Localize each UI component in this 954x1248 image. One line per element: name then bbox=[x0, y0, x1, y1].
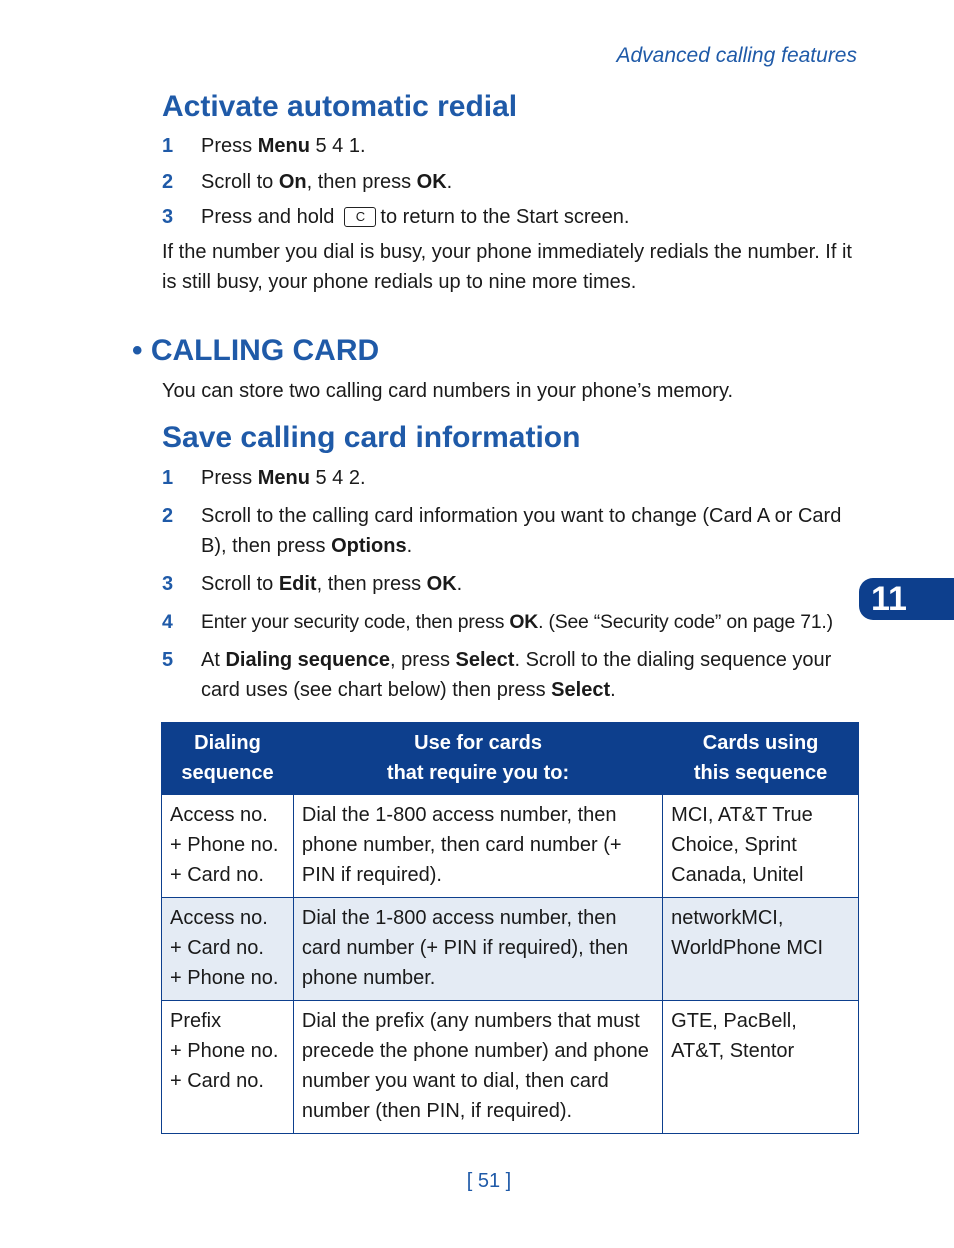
usage-cell: Dial the 1-800 access number, then phone number, then card number (+ PIN if required). bbox=[293, 795, 662, 898]
sequence-cell: Access no. + Card no. + Phone no. bbox=[162, 898, 294, 1001]
step-text: . bbox=[456, 573, 463, 595]
option-keyword: On bbox=[278, 171, 307, 193]
menu-keyword: Menu bbox=[257, 135, 310, 157]
step-number: 3 bbox=[162, 206, 174, 228]
step-text: Press bbox=[201, 467, 258, 489]
table-row bbox=[162, 1001, 859, 1134]
save-step-3 bbox=[162, 569, 858, 599]
clear-key-icon: C bbox=[344, 207, 376, 227]
step-text: . bbox=[446, 171, 453, 193]
column-header-dialing-sequence: Dialing sequence bbox=[162, 723, 294, 795]
redial-step-3 bbox=[162, 202, 858, 232]
sequence-cell: Prefix + Phone no. + Card no. bbox=[162, 1001, 294, 1134]
step-text: . Scroll to the dialing sequence your card uses (see chart below) then press bbox=[201, 649, 832, 701]
step-text: Enter your security code, then press bbox=[201, 611, 510, 633]
save-step-4 bbox=[162, 607, 858, 637]
running-header: Advanced calling features bbox=[616, 44, 857, 67]
step-number: 2 bbox=[162, 505, 174, 527]
dialing-sequence-keyword: Dialing sequence bbox=[225, 649, 390, 671]
table-row bbox=[162, 898, 859, 1001]
step-text: , then press bbox=[316, 573, 427, 595]
table-row bbox=[162, 795, 859, 898]
cards-cell: networkMCI, WorldPhone MCI bbox=[663, 898, 859, 1001]
heading-save-card-info: Save calling card information bbox=[162, 421, 581, 454]
sequence-cell: Access no. + Phone no. + Card no. bbox=[162, 795, 294, 898]
step-text: 5 4 2. bbox=[309, 467, 366, 489]
step-text: , press bbox=[389, 649, 456, 671]
ok-keyword: OK bbox=[509, 611, 539, 633]
chapter-tab: 11 bbox=[859, 578, 954, 620]
step-text: At bbox=[201, 649, 226, 671]
step-text: , then press bbox=[306, 171, 417, 193]
step-number: 1 bbox=[162, 135, 174, 157]
menu-keyword: Menu bbox=[257, 467, 310, 489]
step-text: Press and hold bbox=[201, 206, 335, 228]
step-text: to return to the Start screen. bbox=[380, 206, 630, 228]
column-header-use-for-cards: Use for cards that require you to: bbox=[293, 723, 662, 795]
step-number: 5 bbox=[162, 649, 174, 671]
step-number: 4 bbox=[162, 611, 173, 633]
table-header-row bbox=[162, 723, 859, 795]
ok-keyword: OK bbox=[426, 573, 457, 595]
dialing-sequence-table bbox=[161, 722, 859, 1134]
redial-step-1 bbox=[162, 131, 858, 161]
page-number: [ 51 ] bbox=[466, 1170, 512, 1192]
step-text: Scroll to the calling card information you want to change (Card A or Card B), then press bbox=[201, 505, 842, 557]
step-text: Scroll to bbox=[201, 171, 279, 193]
ok-keyword: OK bbox=[416, 171, 447, 193]
cards-cell: MCI, AT&T True Choice, Sprint Canada, Unitel bbox=[663, 795, 859, 898]
step-text: Scroll to bbox=[201, 573, 279, 595]
heading-calling-card: • CALLING CARD bbox=[132, 334, 380, 367]
save-step-5 bbox=[162, 645, 858, 705]
step-text: . bbox=[610, 679, 616, 701]
step-number: 3 bbox=[162, 573, 174, 595]
select-keyword: Select bbox=[455, 649, 515, 671]
options-keyword: Options bbox=[331, 535, 407, 557]
redial-step-2 bbox=[162, 167, 858, 197]
step-number: 1 bbox=[162, 467, 174, 489]
heading-automatic-redial: Activate automatic redial bbox=[162, 90, 518, 123]
save-step-2 bbox=[162, 501, 858, 561]
calling-card-intro: You can store two calling card numbers in your phone’s memory. bbox=[162, 380, 734, 402]
step-text: Press bbox=[201, 135, 258, 157]
usage-cell: Dial the 1-800 access number, then card number (+ PIN if required), then phone number. bbox=[293, 898, 662, 1001]
step-text: . bbox=[406, 535, 413, 557]
step-text: . (See “Security code” on page 71.) bbox=[538, 611, 833, 633]
select-keyword: Select bbox=[551, 679, 611, 701]
step-number: 2 bbox=[162, 171, 174, 193]
edit-keyword: Edit bbox=[278, 573, 317, 595]
save-step-1 bbox=[162, 463, 858, 493]
column-header-cards-using: Cards using this sequence bbox=[663, 723, 859, 795]
redial-description: If the number you dial is busy, your phone immediately redials the number. If it is still busy, your phone redials up to nine more times. bbox=[162, 241, 852, 293]
step-text: 5 4 1. bbox=[309, 135, 366, 157]
cards-cell: GTE, PacBell, AT&T, Stentor bbox=[663, 1001, 859, 1134]
usage-cell: Dial the prefix (any numbers that must precede the phone number) and phone number you want to dial, then card number (then PIN, if required). bbox=[293, 1001, 662, 1134]
